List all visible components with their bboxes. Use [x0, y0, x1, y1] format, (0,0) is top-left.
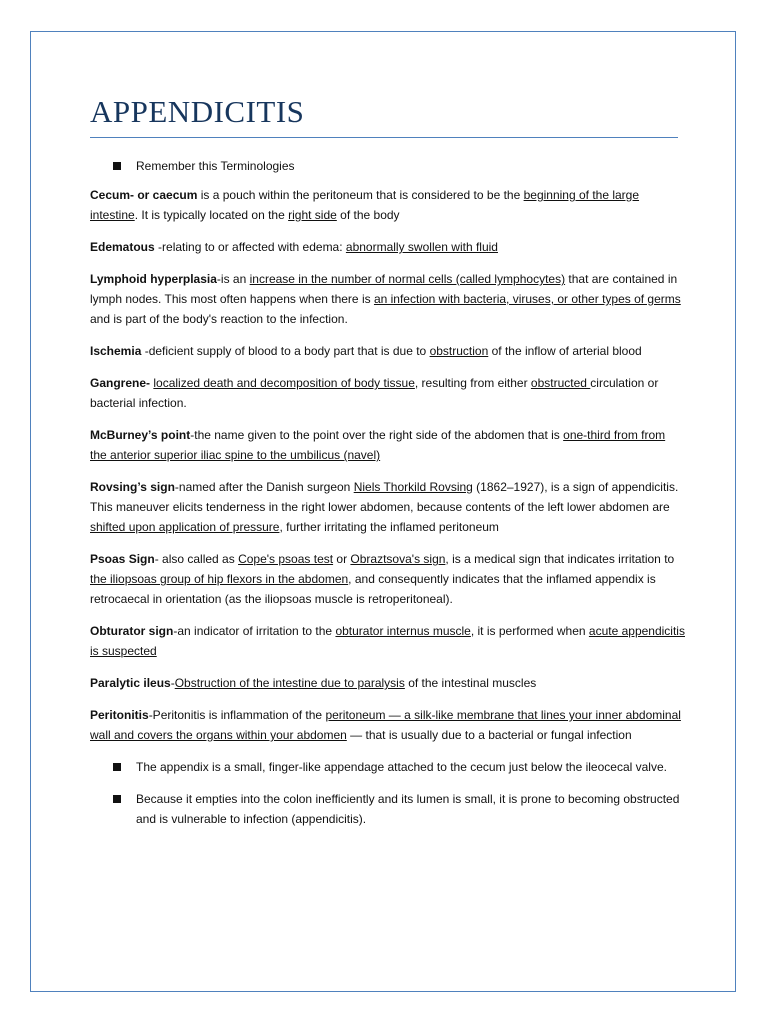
underlined-text: an infection with bacteria, viruses, or other types of germs: [373, 292, 681, 306]
definition-text: of the intestinal muscles: [404, 676, 537, 690]
definition-text: (1862–1927), is a sign of appendicitis. This maneuver elicits tenderness in the right lower abdomen, because contents of the left lower abdomen are: [90, 480, 679, 514]
definition-text: — that is usually due to a bacterial or fungal infection: [346, 728, 632, 742]
underlined-text: obturator internus muscle: [335, 624, 471, 638]
underlined-text: beginning of the large intestine: [90, 188, 640, 222]
term-ischemia: [90, 341, 685, 361]
definition-text: -the name given to the point over the right side of the abdomen that is: [190, 428, 564, 442]
term-mcburney-point: [90, 425, 685, 465]
term-name: Paralytic ileus: [90, 676, 171, 690]
term-lymphoid-hyperplasia: [90, 269, 685, 329]
definition-text: of the body: [336, 208, 400, 222]
definition-text: circulation or bacterial infection.: [90, 376, 659, 410]
underlined-text: right side: [288, 208, 337, 222]
underlined-text: obstruction: [429, 344, 489, 358]
definition-text: , and consequently indicates that the inflamed appendix is retrocaecal in orientation (as the iliopsoas muscle is retroperitoneal).: [90, 572, 656, 606]
title-divider: [90, 137, 678, 138]
term-name: Cecum-: [90, 188, 135, 202]
definition-text: -Peritonitis is inflammation of the: [148, 708, 326, 722]
square-bullet-icon: [113, 763, 121, 771]
underlined-text: Cope's psoas test: [238, 552, 334, 566]
term-name: Ischemia: [90, 344, 142, 358]
term-name: Rovsing’s sign: [90, 480, 175, 494]
underlined-text: increase in the number of normal cells (called lymphocytes): [249, 272, 566, 286]
underlined-text: Obraztsova's sign: [350, 552, 446, 566]
definition-text: -an indicator of irritation to the: [173, 624, 336, 638]
definition-text: -named after the Danish surgeon: [174, 480, 354, 494]
document-body: [90, 156, 685, 841]
underlined-text: localized death and decomposition of body tissue: [153, 376, 415, 390]
term-paralytic-ileus: [90, 673, 685, 693]
term-rovsing-sign: [90, 477, 685, 537]
square-bullet-icon: [113, 795, 121, 803]
underlined-text: one-third from from the anterior superior iliac spine to the umbilicus (navel): [90, 428, 666, 462]
term-name: Edematous: [90, 240, 155, 254]
definition-text: . It is typically located on the: [134, 208, 289, 222]
term-name: Psoas Sign: [90, 552, 155, 566]
definition-text: , it is performed when: [470, 624, 589, 638]
term-name: Lymphoid hyperplasia: [90, 272, 217, 286]
term-gangrene: [90, 373, 685, 413]
definition-text: or: [333, 552, 351, 566]
definition-text: -relating to or affected with edema:: [154, 240, 346, 254]
definition-text: , is a medical sign that indicates irritation to: [445, 552, 675, 566]
definition-text: and is part of the body's reaction to the infection.: [90, 312, 348, 326]
definition-text: that are contained in lymph nodes. This most often happens when there is: [90, 272, 678, 306]
underlined-text: acute appendicitis is suspected: [90, 624, 685, 658]
term-name: Obturator sign: [90, 624, 174, 638]
underlined-text: the iliopsoas group of hip flexors in the abdomen: [90, 572, 349, 586]
term-name: Gangrene-: [90, 376, 151, 390]
definition-text: -is an: [216, 272, 250, 286]
underlined-text: abnormally swollen with fluid: [345, 240, 498, 254]
definition-text: -deficient supply of blood to a body part that is due to: [141, 344, 430, 358]
square-bullet-icon: [113, 162, 121, 170]
term-name-alt: or caecum: [134, 188, 198, 202]
definition-text: is a pouch within the peritoneum that is considered to be the: [197, 188, 524, 202]
underlined-text: peritoneum — a silk-like membrane that lines your inner abdominal wall and covers the organs within your abdomen: [90, 708, 681, 742]
term-cecum: [90, 185, 685, 225]
page-title: APPENDICITIS: [90, 94, 305, 129]
intro-bullet: [90, 156, 685, 176]
term-name: McBurney’s point: [90, 428, 191, 442]
term-obturator-sign: [90, 621, 685, 661]
definition-text: of the inflow of arterial blood: [488, 344, 642, 358]
term-edematous: [90, 237, 685, 257]
fact-bullet: [90, 789, 685, 829]
term-name: Peritonitis: [90, 708, 149, 722]
fact-bullet-text: Because it empties into the colon inefficiently and its lumen is small, it is prone to becoming obstructed and is vulnerable to infection (appendicitis).: [136, 792, 680, 826]
fact-bullet: [90, 757, 685, 777]
underlined-text: Niels Thorkild Rovsing: [353, 480, 473, 494]
underlined-text: obstructed: [530, 376, 591, 390]
fact-bullet-text: The appendix is a small, finger-like appendage attached to the cecum just below the ileocecal valve.: [136, 760, 667, 774]
definition-text: , resulting from either: [414, 376, 531, 390]
definition-text: , further irritating the inflamed peritoneum: [279, 520, 499, 534]
term-psoas-sign: [90, 549, 685, 609]
intro-bullet-text: Remember this Terminologies: [136, 159, 295, 173]
term-peritonitis: [90, 705, 685, 745]
underlined-text: Obstruction of the intestine due to paralysis: [174, 676, 405, 690]
definition-text: - also called as: [154, 552, 239, 566]
underlined-text: shifted upon application of pressure: [90, 520, 280, 534]
definition-text: -: [170, 676, 175, 690]
